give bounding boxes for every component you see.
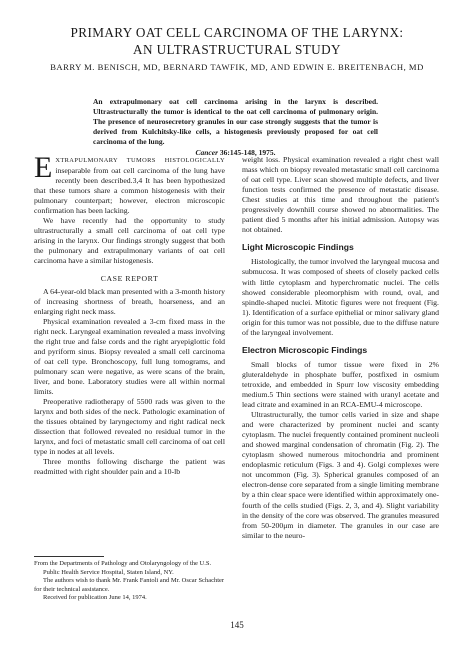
- page-number: 145: [230, 620, 244, 630]
- author-line: BARRY M. BENISCH, MD, BERNARD TAWFIK, MD, AND EDWIN E. BREITENBACH, MD: [50, 62, 424, 72]
- footnotes: [34, 560, 225, 603]
- intro-paragraph-1: EXTRAPULMONARY TUMORS HISTOLOGICALLY inseparable from oat cell carcinoma of the lung have recently been described.3,4 It has been hypothesized that these tumors share a common histogenesis with their pulmonary counterpart; however, electron microscopic confirmation has been lacking.: [34, 151, 225, 216]
- article-title: [0, 24, 474, 58]
- title-line-2: AN ULTRASTRUCTURAL STUDY: [133, 42, 341, 57]
- case-paragraph-3: Preoperative radiotherapy of 5500 rads was given to the larynx and both sides of the neck. Pathologic examination of the tissues obtained by laryngectomy and right radical neck dissection that followed revealed no residual tumor in the larynx, and foci of metastatic small cell carcinoma of oat cell type in nodes at all levels.: [34, 397, 225, 457]
- electron-microscopy-heading: Electron Microscopic Findings: [242, 344, 368, 355]
- intro-paragraph-2: We have recently had the opportunity to study ultrastructurally a small cell carcinoma of oat cell type arising in the larynx. Our findings strongly suggest that both the pulmonary and extrapulmonary variants of oat cell carcinoma have a similar histogenesis.: [34, 216, 225, 266]
- case-report-heading: CASE REPORT: [100, 273, 159, 283]
- intro-small-caps: XTRAPULMONARY TUMORS HISTOLOGICALLY: [55, 157, 225, 164]
- electron-paragraph-2: Ultrastructurally, the tumor cells varied in size and shape and were characterized by prominent nuclei and scanty cytoplasm. The nuclei frequently contained prominent nucleoli and showed marginal condensation of chromatin (Fig. 2). The cytoplasm showed numerous mitochondria and prominent endoplasmic reticulum (Figs. 3 and 4). Golgi complexes were not uncommon (Fig. 3). Spherical granules composed of an electron-dense core separated from a single limiting membrane by a thin clear space were identified within approximately one-fourth of the cells studied (Figs. 2, 3, and 4). Slight variability in the density of the core was observed. The granules measured from 50-200μm in diameter. The granules in our case are similar to the neuro-: [242, 410, 439, 540]
- footnote-received: Received for publication June 14, 1974.: [43, 594, 147, 601]
- footnote-affiliation: From the Departments of Pathology and Otolaryngology of the U.S. Public Health Service Hospital, Staten Island, NY.: [34, 560, 212, 576]
- light-microscopy-heading: Light Microscopic Findings: [242, 242, 354, 253]
- footnote-acknowledgment: The authors wish to thank Mr. Frank Fantoli and Mr. Oscar Schachter for their technical assistance.: [34, 577, 225, 593]
- case-paragraph-4: Three months following discharge the patient was readmitted with right shoulder pain and a 10-lb: [34, 457, 225, 477]
- journal-name: Cancer: [195, 148, 218, 158]
- light-paragraph-1: Histologically, the tumor involved the laryngeal mucosa and submucosa. It was composed of sheets of closely packed cells with little cytoplasm and hyperchromatic nuclei. The cells showed considerable pleomorphism with round, oval, and spindle-shaped nuclei. Mitotic figures were not frequent (Fig. 1). Identification of a surface epithelial or minor salivary gland origin for this tumor was not possible, due to the diffuse nature of the laryngeal involvement.: [242, 257, 439, 337]
- case-paragraph-2: Physical examination revealed a 3-cm fixed mass in the right neck. Laryngeal examination revealed a mass involving the right true and false cords and the right aryepiglottic fold and pyriform sinus. Biopsy revealed a small cell carcinoma of oat cell type. Bronchoscopy, full lung tomograms, and pulmonary scan were negative, as were scans of the brain, liver, and bone. Laboratory studies were all within normal limits.: [34, 316, 225, 397]
- footnote-rule: [34, 556, 104, 557]
- abstract: [93, 97, 378, 159]
- electron-paragraph-1: Small blocks of tumor tissue were fixed in 2% gluteraldehyde in phosphate buffer, postfixed in osmium tetroxide, and embedded in Spurr low viscosity embedding medium.5 Thin sections were stained with uranyl acetate and lead citrate and examined in an RCA-EMU-4 microscope.: [242, 359, 439, 410]
- title-line-1: PRIMARY OAT CELL CARCINOMA OF THE LARYNX:: [70, 25, 404, 40]
- abstract-text: An extrapulmonary oat cell carcinoma arising in the larynx is described. Ultrastructurally the tumor is identical to the oat cell carcinoma of pulmonary origin. The presence of neurosecretory granules in our case strongly suggests that the tumor is derived from Kulchitsky-like cells, a histogenesis previously proposed for oat cell carcinoma of the lung.: [93, 97, 378, 147]
- case-paragraph-1: A 64-year-old black man presented with a 3-month history of increasing shortness of breath, hoarseness, and an enlarging right neck mass.: [34, 286, 225, 316]
- case-paragraph-5: weight loss. Physical examination revealed a right chest wall mass which on biopsy revealed metastatic small cell carcinoma of oat cell type. Liver scan showed multiple defects, and liver function tests confirmed the presence of metastatic disease. Chest studies at this time and throughout the patient's progressively downhill course showed no abnormalities. The patient died 5 months after his initial admission. Autopsy was not obtained.: [242, 155, 439, 235]
- drop-cap: E: [34, 151, 53, 184]
- citation-details: 36:145-148, 1975.: [219, 148, 276, 158]
- right-column: [242, 155, 439, 541]
